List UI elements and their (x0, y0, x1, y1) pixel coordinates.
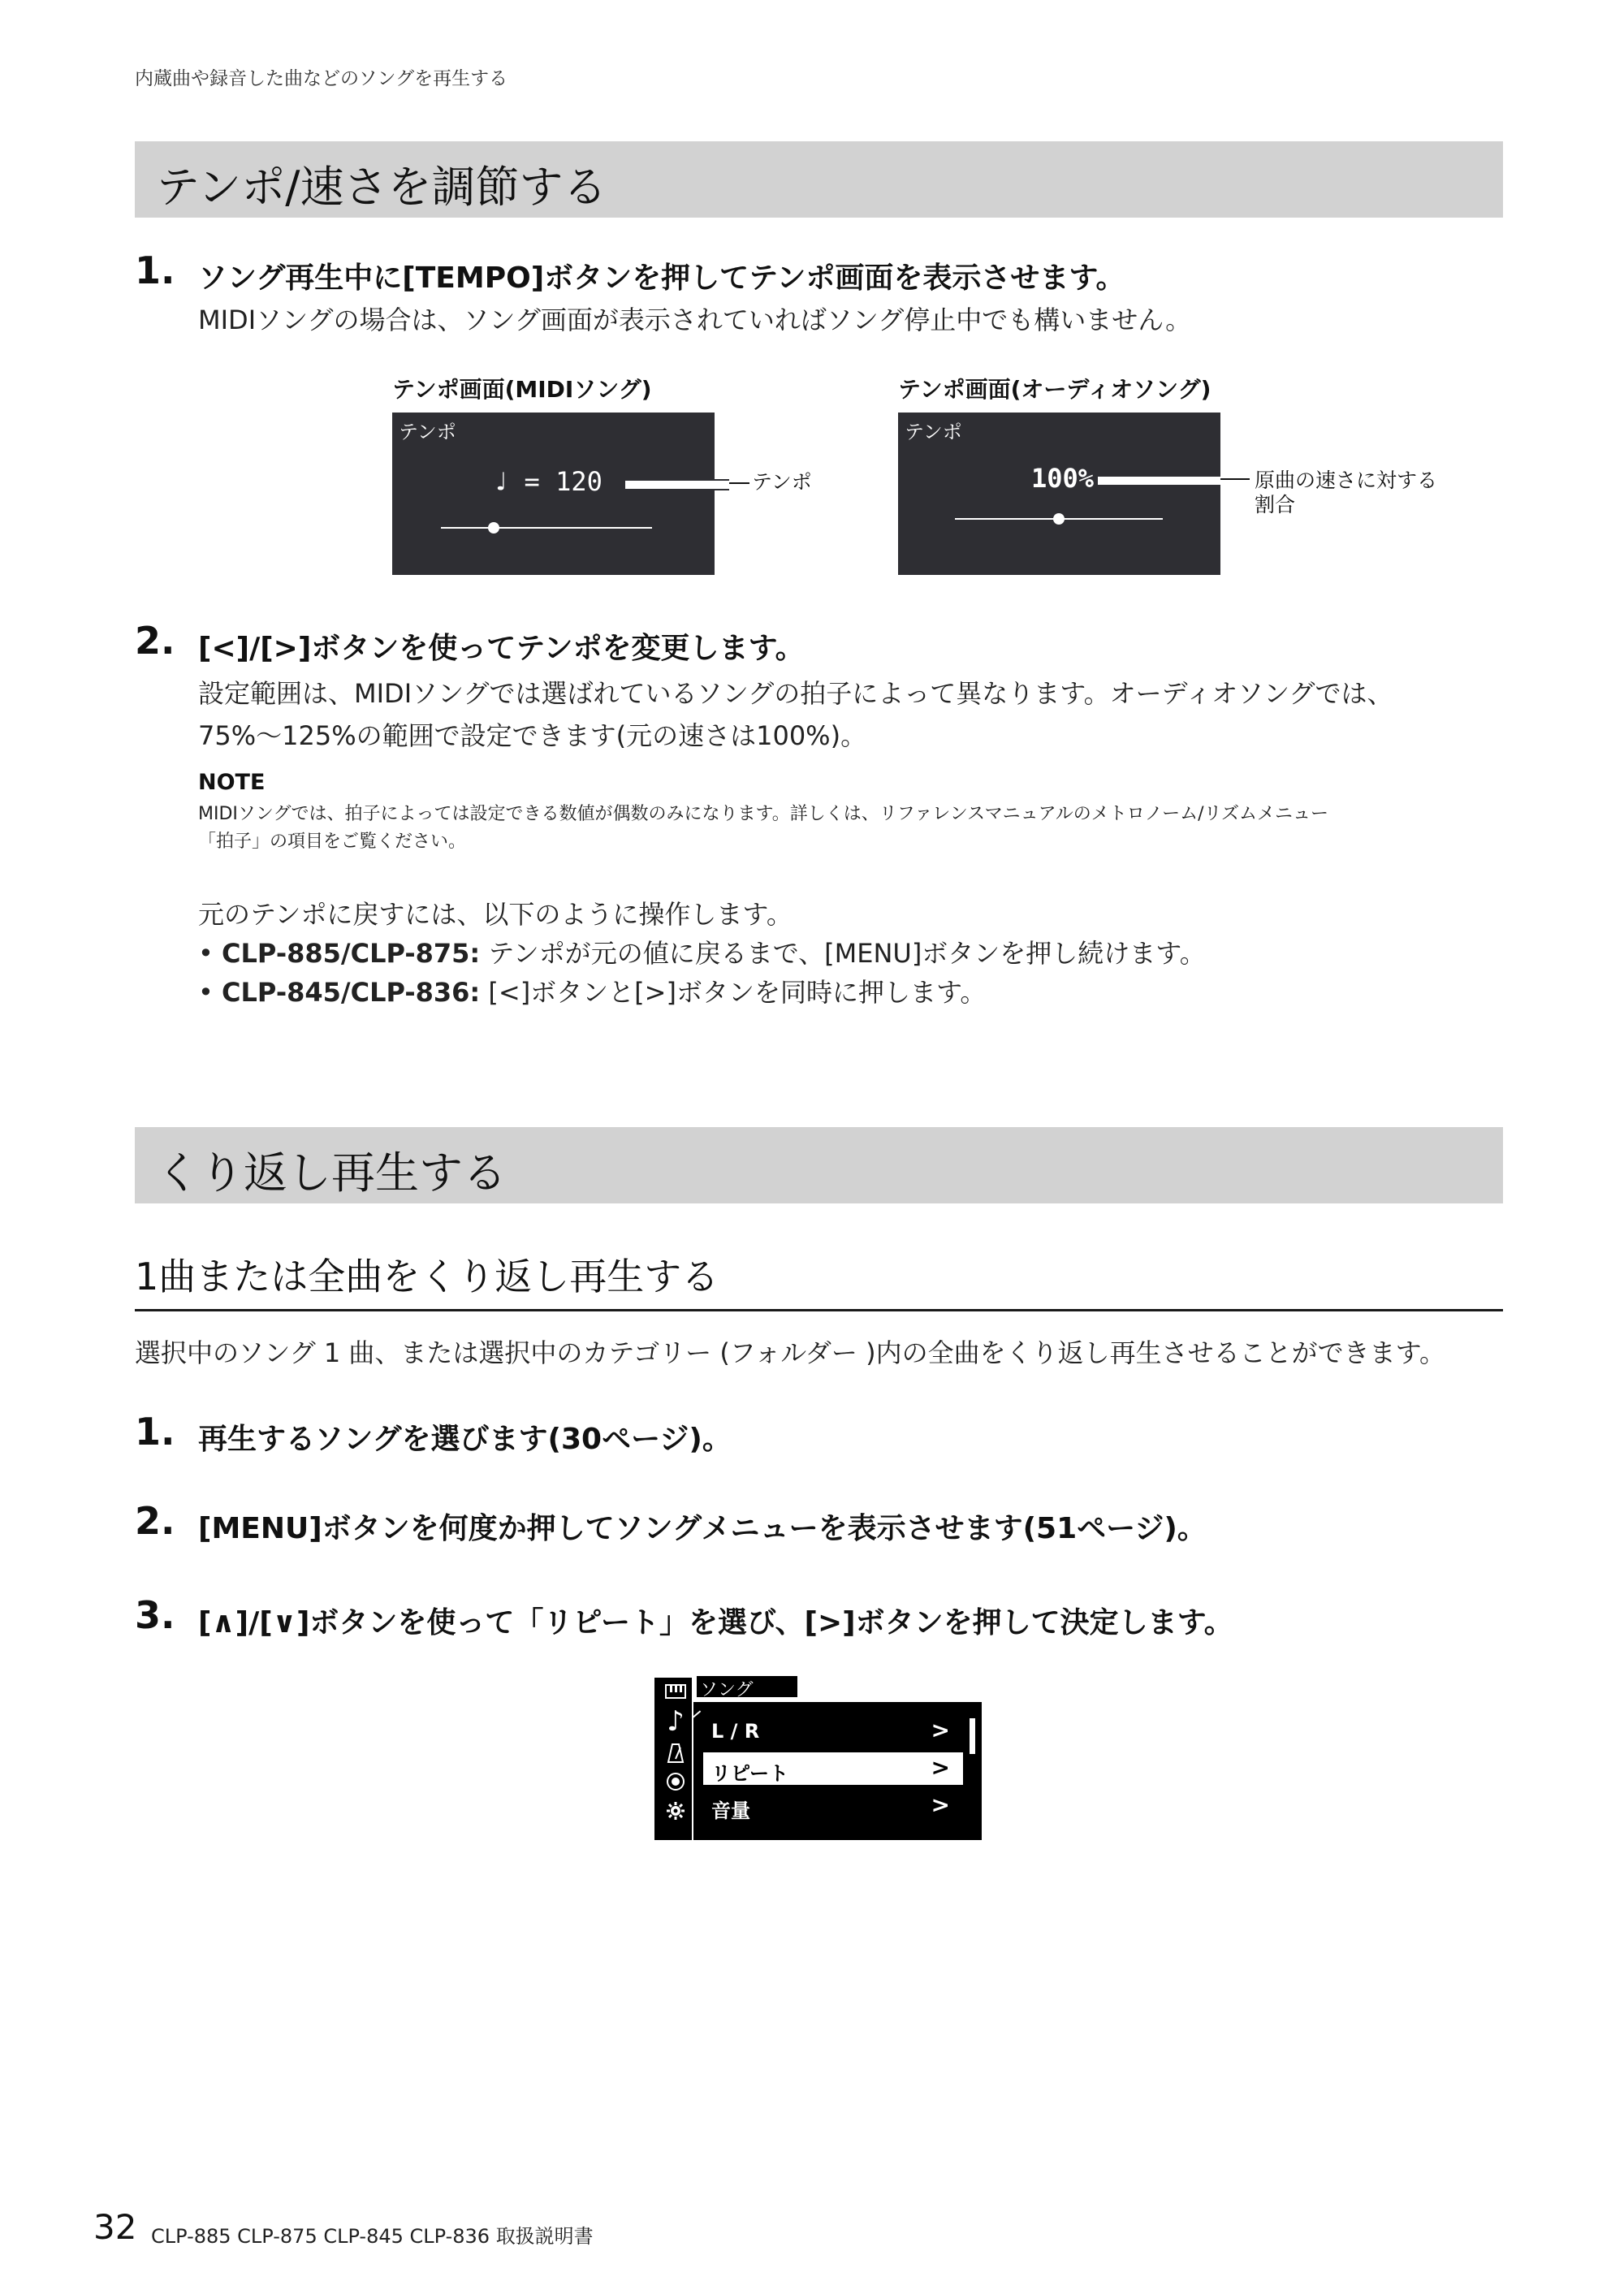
music-note-icon: ♪ (667, 1705, 685, 1738)
menu-header-title: ソング (697, 1676, 797, 1697)
model-name: CLP-845/CLP-836: (222, 977, 481, 1008)
callout-label: テンポ (752, 470, 812, 494)
section-header-repeat (135, 1127, 1503, 1203)
step-description: MIDIソングの場合は、ソング画面が表示されていればソング停止中でも構いません。 (198, 305, 1192, 335)
callout-line (729, 482, 749, 484)
tempo-slider-knob (488, 522, 499, 534)
step-number: 2. (135, 619, 175, 663)
menu-item-lr[interactable] (703, 1715, 963, 1748)
screen-caption-audio: テンポ画面(オーディオソング) (898, 376, 1212, 403)
step-description-line1: 設定範囲は、MIDIソングでは選ばれているソングの拍子によって異なります。オーディオソングでは、 (198, 678, 1393, 709)
reset-bullet-2 (198, 971, 986, 1013)
menu-item-label: リピート (711, 1762, 789, 1785)
page-number: 32 (93, 2207, 137, 2247)
section-title: くり返し再生する (156, 1147, 507, 1199)
step-number: 1. (135, 248, 175, 292)
metronome-icon (659, 1743, 692, 1769)
tempo-screen-midi (392, 413, 715, 575)
record-icon (659, 1772, 692, 1797)
step-text: ソング再生中に[TEMPO]ボタンを押してテンポ画面を表示させます。 (198, 261, 1125, 295)
bullet-text: [<]ボタンと[>]ボタンを同時に押します。 (488, 977, 987, 1008)
sub-heading: 1曲または全曲をくり返し再生する (135, 1255, 719, 1298)
reset-intro: 元のテンポに戻すには、以下のように操作します。 (198, 899, 793, 930)
chevron-right-icon: > (931, 1717, 950, 1743)
note-label: NOTE (198, 770, 266, 795)
reset-bullet-1 (198, 932, 1206, 974)
section-title: テンポ/速さを調節する (156, 162, 607, 213)
callout-line (1220, 478, 1250, 480)
menu-item-label: 音量 (711, 1799, 750, 1822)
step-description-line2: 75%〜125%の範囲で設定できます(元の速さは100%)。 (198, 720, 867, 751)
menu-divider (692, 1678, 693, 1840)
piano-icon (659, 1681, 692, 1705)
screen-title: テンポ (905, 421, 962, 443)
section-header-tempo (135, 141, 1503, 218)
tempo-slider-knob (1053, 513, 1065, 525)
section-intro: 選択中のソング 1 曲、または選択中のカテゴリー (フォルダー )内の全曲をくり返し再生させることができます。 (135, 1337, 1446, 1368)
note-line1: MIDIソングでは、拍子によっては設定できる数値が偶数のみになります。詳しくは、リファレンスマニュアルのメトロノーム/リズムメニュー (198, 804, 1329, 824)
screen-title: テンポ (399, 421, 456, 443)
gear-icon (659, 1801, 692, 1826)
song-menu-screen (654, 1678, 982, 1840)
heading-rule (135, 1309, 1503, 1311)
footer-text: CLP-885 CLP-875 CLP-845 CLP-836 取扱説明書 (151, 2225, 594, 2248)
step-text: [<]/[>]ボタンを使ってテンポを変更します。 (198, 632, 805, 665)
menu-scrollbar[interactable] (970, 1718, 975, 1754)
step-text: [∧]/[∨]ボタンを使って「リピート」を選び、[>]ボタンを押して決定します。 (198, 1606, 1233, 1639)
running-head: 内蔵曲や録音した曲などのソングを再生する (135, 68, 508, 89)
bullet-icon: • (198, 977, 222, 1008)
screen-caption-midi: テンポ画面(MIDIソング) (392, 376, 652, 403)
tempo-slider-track (441, 527, 652, 529)
tempo-percent-value: 100% (1031, 463, 1095, 494)
step-number: 3. (135, 1593, 175, 1637)
step-number: 2. (135, 1499, 175, 1543)
callout-line (1098, 475, 1220, 486)
menu-item-label: L / R (711, 1720, 760, 1743)
callout-label-line1: 原曲の速さに対する (1255, 469, 1438, 492)
step-text: [MENU]ボタンを何度か押してソングメニューを表示させます(51ページ)。 (198, 1512, 1207, 1545)
step-number: 1. (135, 1410, 175, 1454)
menu-header-inner (692, 1678, 982, 1702)
tempo-screen-audio (898, 413, 1220, 575)
step-text: 再生するソングを選びます(30ページ)。 (198, 1423, 732, 1456)
chevron-right-icon: > (931, 1791, 950, 1818)
callout-label-line2: 割合 (1255, 493, 1296, 516)
menu-item-repeat[interactable] (703, 1752, 963, 1785)
model-name: CLP-885/CLP-875: (222, 938, 481, 969)
tempo-value: ♩ = 120 (493, 466, 603, 497)
callout-line (625, 479, 729, 490)
menu-item-volume[interactable] (703, 1790, 963, 1822)
bullet-icon: • (198, 938, 222, 969)
menu-pointer-icon (693, 1710, 701, 1717)
chevron-right-icon: > (931, 1754, 950, 1781)
bullet-text: テンポが元の値に戻るまで、[MENU]ボタンを押し続けます。 (488, 938, 1206, 969)
note-line2: 「拍子」の項目をご覧ください。 (198, 832, 467, 852)
